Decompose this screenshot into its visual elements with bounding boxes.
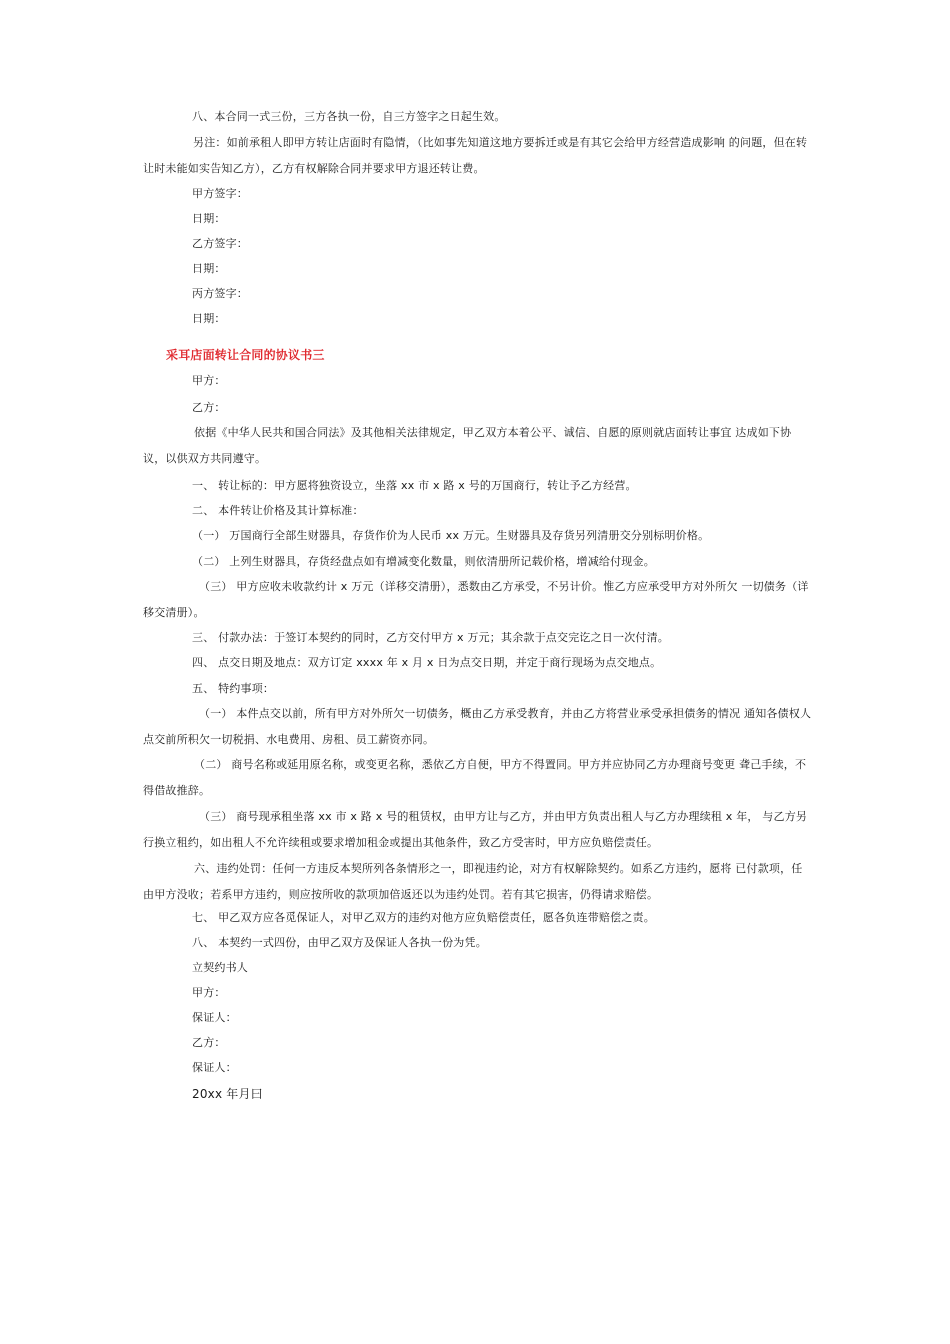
clause-8: 八、 本契约一式四份，由甲乙双方及保证人各执一份为凭。 xyxy=(192,936,487,949)
sign-a-label: 甲方签字： xyxy=(192,187,248,200)
clause-1: 一、 转让标的：甲方愿将独资设立，坐落 xx 市 x 路 x 号的万国商行，转让予乙方经营。 xyxy=(192,479,637,492)
prev-note: 另注：如前承租人即甲方转让店面时有隐情，（比如事先知道这地方要拆迁或是有其它会给甲方经营造成影响 的问题，但在转让时未能如实告知乙方），乙方有权解除合同并要求甲方退还转让费。 xyxy=(143,136,808,175)
party-b-label: 乙方： xyxy=(192,401,226,414)
clause-6: 六、违约处罚：任何一方违反本契所列各条情形之一，即视违约论，对方有权解除契约。如系乙方违约，愿将 已付款项，任由甲方没收；若系甲方违约，则应按所收的款项加倍返还以为违约处罚。若有其它损害，仍得请求赔偿。 xyxy=(143,862,803,901)
sign-party-a: 甲方： xyxy=(192,986,226,999)
clause-5: 五、 特约事项： xyxy=(192,682,275,695)
prev-clause-8: 八、本合同一式三份，三方各执一份，自三方签字之日起生效。 xyxy=(192,110,506,123)
clause-5-2: （二） 商号名称或延用原名称，或变更名称，悉依乙方自便，甲方不得置同。甲方并应协同乙方办理商号变更 聋己手续，不得借故推辞。 xyxy=(143,758,807,797)
clause-2-1: （一） 万国商行全部生财器具，存货作价为人民币 xx 万元。生财器具及存货另列清册交分别标明价格。 xyxy=(192,529,710,542)
party-a-label: 甲方： xyxy=(192,374,226,387)
sign-party-b: 乙方： xyxy=(192,1036,226,1049)
clause-2-3: （三） 甲方应收未收款约计 x 万元（详移交清册），悉数由乙方承受，不另计价。惟乙方应承受甲方对外所欠 一切债务（详移交清册）。 xyxy=(143,580,809,619)
date-b-label: 日期： xyxy=(192,262,226,275)
clause-5-3: （三） 商号现承租坐落 xx 市 x 路 x 号的租赁权，由甲方让与乙方，并由甲方负责出租人与乙方办理续租 x 年， 与乙方另行换立租约，如出租人不允许续租或要求增加租金或提出其他条件，致乙方受害时，甲方应负赔偿责任。 xyxy=(143,810,808,849)
intro-paragraph: 依据《中华人民共和国合同法》及其他相关法律规定，甲乙双方本着公平、诚信、自愿的原则就店面转让事宜 达成如下协议，以供双方共同遵守。 xyxy=(143,426,792,465)
guarantor-a: 保证人： xyxy=(192,1011,237,1024)
clause-5-1: （一） 本件点交以前，所有甲方对外所欠一切债务，概由乙方承受教育，并由乙方将营业承受承担债务的情况 通知各债权人点交前所积欠一切税捐、水电费用、房租、员工薪资亦同。 xyxy=(143,707,812,746)
contract-date: 20xx 年月曰 xyxy=(192,1087,263,1101)
date-a-label: 日期： xyxy=(192,212,226,225)
sign-b-label: 乙方签字： xyxy=(192,237,248,250)
clause-2-2: （二） 上列生财器具，存货经盘点如有增减变化数量，则依清册所记载价格，增减给付现金。 xyxy=(192,555,655,568)
date-c-label: 日期： xyxy=(192,312,226,325)
clause-2: 二、 本件转让价格及其计算标准： xyxy=(192,504,364,517)
clause-4: 四、 点交日期及地点：双方订定 xxxx 年 x 月 x 日为点交日期，并定于商行现场为点交地点。 xyxy=(192,656,662,669)
clause-3: 三、 付款办法：于签订本契约的同时，乙方交付甲方 x 万元；其余款于点交完讫之日一次付清。 xyxy=(192,631,669,644)
sign-c-label: 丙方签字： xyxy=(192,287,248,300)
guarantor-b: 保证人： xyxy=(192,1061,237,1074)
signer-title: 立契约书人 xyxy=(192,961,248,974)
section-title: 采耳店面转让合同的协议书三 xyxy=(166,348,325,362)
clause-7: 七、 甲乙双方应各觅保证人，对甲乙双方的违约对他方应负赔偿责任，愿各负连带赔偿之责。 xyxy=(192,911,655,924)
